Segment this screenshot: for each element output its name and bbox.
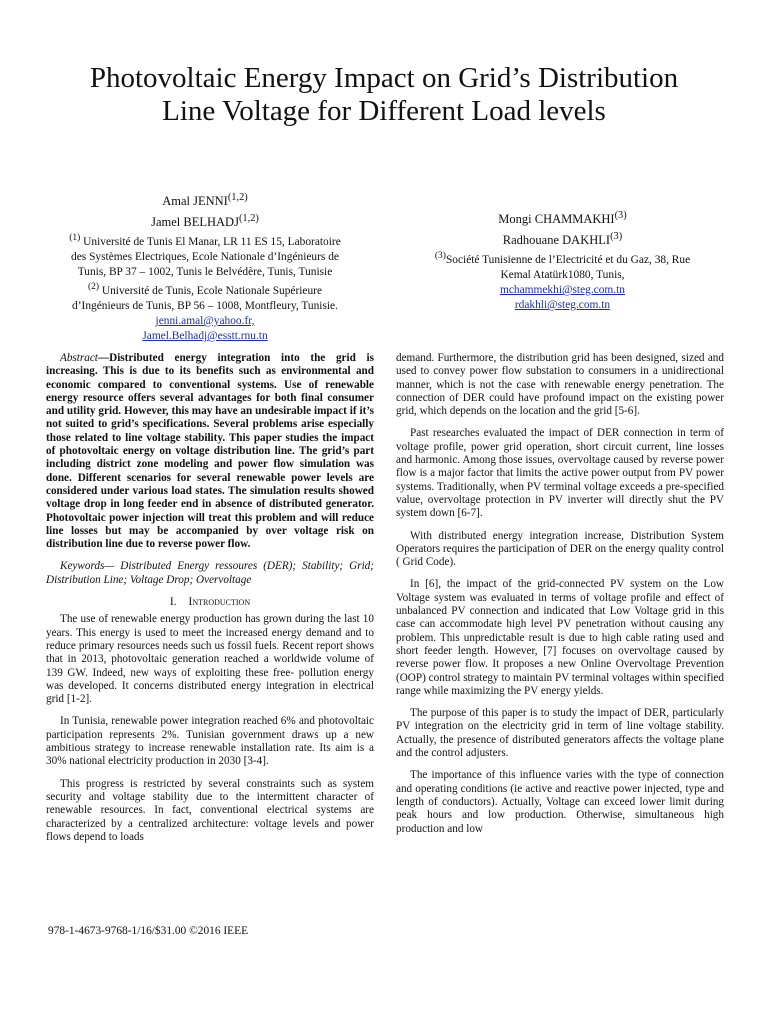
author-superscript: (1,2) [227, 192, 248, 203]
affiliation-line: Tunis, BP 37 – 1002, Tunis le Belvédère, Tunis, Tunisie [77, 266, 333, 279]
paragraph: This progress is restricted by several constraints such as system security and voltage stability due to the intermittent character of renewable resources. In fact, conventional electrical systems are characterized by a centralized architecture: voltage levels and power flows depend to loads [46, 777, 374, 843]
paper-title [40, 62, 728, 128]
left-column [46, 352, 374, 853]
affiliation-line [40, 280, 370, 299]
affiliation-line: d’Ingénieurs de Tunis, BP 56 – 1008, Montfleury, Tunisie. [72, 299, 338, 312]
affiliation-superscript: (1) [69, 233, 81, 244]
email-link[interactable]: Jamel.Belhadj@esstt.rnu.tn [142, 329, 268, 342]
email-link[interactable]: rdakhli@steg.com.tn [514, 299, 611, 312]
right-column [396, 352, 724, 845]
section-title: Introduction [188, 596, 251, 609]
title-line-1: Photovoltaic Energy Impact on Grid’s Distribution [89, 62, 679, 94]
author-block-left [40, 189, 370, 344]
author-superscript: (3) [614, 210, 627, 221]
abstract-lead: Abstract [60, 352, 98, 364]
author-name-text: Amal JENNI [162, 194, 228, 209]
section-heading [46, 596, 374, 609]
author-name [40, 189, 370, 210]
author-name [395, 228, 730, 249]
paragraph: In Tunisia, renewable power integration reached 6% and photovoltaic participation represents 2%. Tunisian government draws up a new ambitious strategy to increase renewable installation rate. Its aim is a 30% national electricity production in 2030 [3-4]. [46, 715, 374, 768]
abstract-text: —Distributed energy integration into the grid is increasing. This is due to its benefits such as environmental and economic compared to conventional systems. Use of renewable energy resource offers several advantages for both final consumer and utility grid. However, this may have an undesirable impact if it’s not suited to grid’s specifications. Several problems arise especially those related to line voltage stability. This paper studies the impact of photovoltaic energy on voltage distribution line. The grid’s part including district zone modeling and power flow simulation was done. Different scenarios for several renewable power levels are considered under various load states. The simulation results showed voltage drop in long feeder end in absence of distributed generator. Photovoltaic power injection will treat this problem and will reduce line losses but may be accompanied by over voltage risk on distribution line due to reverse power flow. [46, 352, 374, 551]
paragraph: Past researches evaluated the impact of DER connection in term of voltage profile, power grid operation, short circuit current, line losses and harmonic. Among those issues, overvoltage caused by reverse power flow is a major factor that limits the active power output from PV power systems. Traditionally, when PV terminal voltage exceeds a pre-specified value, overvoltage protection in PV inverter will directly shut the PV system down [6-7]. [396, 427, 724, 520]
author-superscript: (1,2) [238, 213, 259, 225]
paragraph: With distributed energy integration increase, Distribution System Operators requires the participation of DER on the energy quality control ( Grid Code). [396, 529, 724, 569]
copyright-footer: 978-1-4673-9768-1/16/$31.00 ©2016 IEEE [48, 925, 249, 937]
affiliation-line: Kemal Atatürk1080, Tunis, [500, 269, 625, 282]
affiliation-line [40, 231, 370, 250]
paragraph: In [6], the impact of the grid-connected PV system on the Low Voltage system was evaluated in terms of voltage profile and effect of unbalanced PV connection and indicated that Low Voltage grid in this case can accommodate high level PV penetration without causing any problem. This unpredictable result is due to high cable rating used and short feeder length. However, [7] focuses on overvoltage caused by reverse power flow. It proposes a new Online Overvoltage Prevention (OOP) control strategy to maintain PV terminal voltages within specified range while maximizing the PV energy yields. [396, 578, 724, 697]
author-name-text: Jamel BELHADJ [151, 215, 239, 230]
affiliation-line [395, 249, 730, 268]
affiliation-line: des Systèmes Electriques, Ecole Nationale d’Ingénieurs de [71, 251, 339, 264]
author-name [395, 207, 730, 228]
affiliation-text: Université de Tunis, Ecole Nationale Supérieure [99, 284, 323, 297]
affiliation-text: Université de Tunis El Manar, LR 11 ES 15, Laboratoire [80, 236, 341, 249]
author-block-right [395, 207, 730, 313]
paragraph: The purpose of this paper is to study the impact of DER, particularly PV integration on the electricity grid in term of line voltage stability. Actually, the presence of distributed generators affects the voltage plane and the control adjusters. [396, 707, 724, 760]
section-number: I. [169, 596, 177, 609]
author-name-text: Radhouane DAKHLI [502, 233, 611, 248]
affiliation-superscript: (3) [434, 251, 446, 262]
title-line-2: Line Voltage for Different Load levels [162, 95, 606, 127]
email-link[interactable]: mchammekhi@steg.com.tn [499, 284, 625, 297]
keywords: Keywords— Distributed Energy ressoures (DER); Stability; Grid; Distribution Line; Voltage Drop; Overvoltage [46, 560, 374, 586]
email-link[interactable]: jenni.amal@yahoo.fr, [155, 314, 255, 327]
author-name [40, 210, 370, 231]
affiliation-superscript: (2) [87, 282, 100, 293]
author-name-text: Mongi CHAMMAKHI [498, 212, 615, 227]
affiliation-text: Société Tunisienne de l’Electricité et du Gaz, 38, Rue [445, 254, 691, 267]
paragraph: The importance of this influence varies with the type of connection and operating conditions (ie active and reactive power injected, type and length of conductors). Actually, Voltage can exceed lower limit during peak hours and low production. Otherwise, simultaneous high production and low [396, 769, 724, 835]
abstract [46, 352, 374, 551]
paragraph: The use of renewable energy production has grown during the last 10 years. This energy is used to meet the increased energy demand and to reduce primary resources needs such us fossil fuels. Recent report shows that in 2013, photovoltaic generation reached a worldwide volume of 139 GW. Indeed, new ways of exploiting these free- pollution energy was developed. It concerns distributed energy integration in electrical grid [1-2]. [46, 613, 374, 706]
author-superscript: (3) [610, 231, 623, 243]
paragraph: demand. Furthermore, the distribution grid has been designed, sized and used to convey power flow substation to consumers in a unidirectional manner, which is not the case with renewable energy penetration. The connection of DER could have profound impact on the existing power grid, which depends on the location and the grid [5-6]. [396, 352, 724, 418]
